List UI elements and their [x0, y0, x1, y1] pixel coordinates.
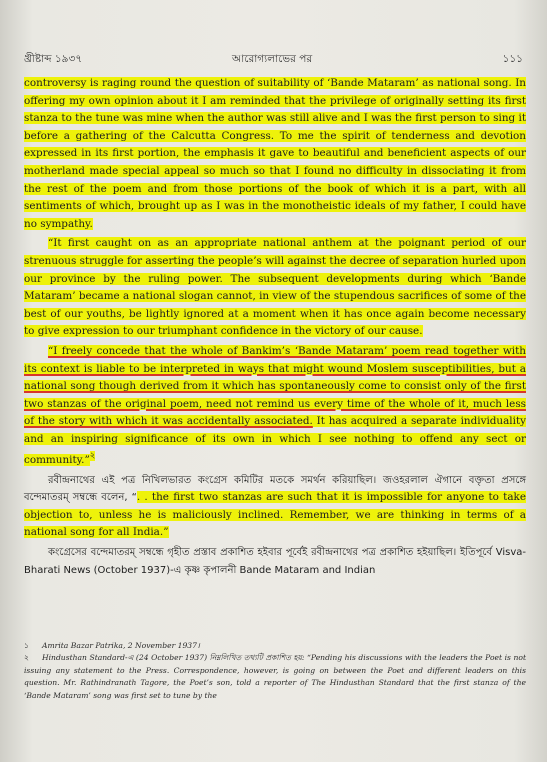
paragraph-4	[24, 472, 526, 542]
bengali-text: কংগ্রেসের বন্দেমাতরম্‌ সম্বন্ধে গৃহীত প্রস্তাব প্রকাশিত হইবার পূর্বেই রবীন্দ্রনাথের পত্র প্রকাশিত হইয়াছিল। ইতিপূর্বে Visva-Bharati News (October 1937)-এ কৃষ্ণ কৃপালনী Bande Mataram and Indian	[24, 546, 526, 576]
highlighted-text: controversy is raging round the question of suitability of ‘Bande Mataram’ as national song. In offering my own opinion about it I am reminded that the privilege of originally setting its first stanza to the tune was mine when the author was still alive and I was the first person to sing it before a gathering of the Calcutta Congress. To me the spirit of tenderness and devotion expressed in its first portion, the emphasis it gave to beautiful and beneficient aspects of our motherland made special appeal so much so that I found no difficulty in dissociating it from the rest of the poem and from those portions of the book of which it is a part, with all sentiments of which, brought up as I was in the monotheistic ideals of my father, I could have no sympathy.	[24, 77, 526, 230]
footnote-text: Amrita Bazar Patrika, 2 November 1937।	[42, 641, 200, 650]
paragraph-2	[24, 235, 526, 341]
highlighted-text: It has acquired a separate individuality and an inspiring significance of its own in which I see nothing to offend any sect or community.”	[24, 415, 527, 466]
main-text	[24, 75, 526, 579]
underlined-quote: “I freely concede that the whole of Bankim’s ‘Bande Mataram’ poem read together with its context is liable to be interpreted in ways that might wound Moslem susceptibilities, but a national song though derived from it which has spontaneously come to consist only of the first two stanzas of the original poem, need not remind us every time of the whole of it, much less of the story with which it was accidentally associated.	[24, 344, 526, 428]
footnote-marker: ২	[89, 451, 96, 462]
highlighted-text: . . the first two stanzas are such that it is impossible for anyone to take objection to, unless he is maliciously inclined. Remember, we are thinking in terms of a national song for all India.	[24, 491, 526, 539]
footnote-1	[24, 640, 526, 652]
running-header	[24, 52, 523, 66]
header-year: খ্রীষ্টাব্দ ১৯৩৭	[24, 53, 83, 65]
highlighted-text: “It first caught on as an appropriate national anthem at the poignant period of our strenuous struggle for asserting the people’s will against the decree of separation hurled upon our province by the ruling power. The subsequent developments during which ‘Bande Mataram’ became a national slogan cannot, in view of the stupendous sacrifices of some of the best of our youths, be lightly ignored at a moment when it has once again become necessary to give expression to our triumphant confidence in the victory of our cause.	[24, 237, 526, 338]
paragraph-5	[24, 544, 526, 579]
footnote-2	[24, 652, 526, 702]
header-title: আরোগ্যলাভের পর	[232, 53, 313, 65]
page-number: ১১১	[502, 53, 523, 65]
footnote-number: ১	[24, 641, 29, 650]
closing-quote: ”	[163, 526, 169, 539]
footnote-number: ২	[24, 653, 29, 663]
paragraph-1	[24, 75, 526, 233]
bengali-text: রবীন্দ্রনাথের এই পত্র নিখিলভারত কংগ্রেস কমিটির মতকে সমর্থন করিয়াছিল। জওহরলাল ঐগানে বক্তৃতা প্রসঙ্গে বন্দেমাতরম্‌ সম্বন্ধে বলেন, “	[24, 474, 526, 504]
paragraph-3	[24, 343, 526, 470]
footnote-text: Hindusthan Standard-এ (24 October 1937) নিম্নলিখিত তথ্যটি প্রকাশিত হয়: “Pending his discussions with the leaders the Poet is not issuing any statement to the Press. Correspondence, however, is going on between the Poet and different leaders on this question. Mr. Rathindranath Tagore, the Poet’s son, told a reporter of The Hindusthan Standard that the first stanza of the ‘Bande Mataram’ song was first set to tune by the	[24, 653, 526, 700]
footnotes	[24, 640, 526, 702]
